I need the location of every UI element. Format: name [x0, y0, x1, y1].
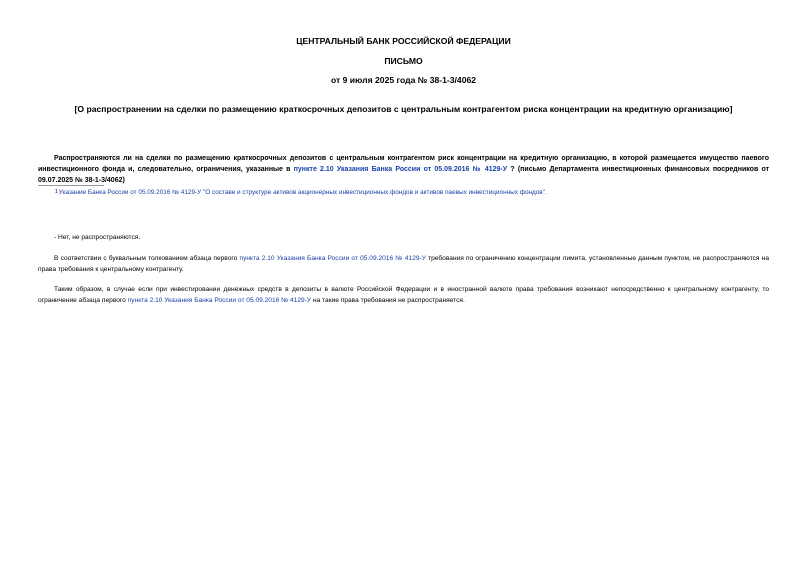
answer-paragraph-3 [38, 284, 769, 306]
answer-text-2-before: В соответствии с буквальным толкованием абзаца первого [54, 255, 240, 262]
issuer-title: ЦЕНТРАЛЬНЫЙ БАНК РОССИЙСКОЙ ФЕДЕРАЦИИ [296, 36, 511, 46]
footnote-separator [38, 185, 104, 186]
question-reference-link[interactable]: пункте 2.10 Указания Банка России от 05.09.2016 № 4129-У [293, 166, 508, 173]
footnote [55, 189, 547, 196]
answer-reference-link-1[interactable]: пункта 2.10 Указания Банка России от 05.09.2016 № 4129-У [239, 255, 426, 262]
answer-paragraph-2 [38, 253, 769, 275]
question-text-before: Распространяются ли на сделки по размещению краткосрочных депозитов с центральным контрагентом риск концентрации на кредитную организацию, в которой размещается имущество паевого инвестиционного фонда и, следовательно, ограничения, указанные в [38, 155, 769, 173]
footnote-mark: 1 [55, 189, 58, 195]
answer-text-2-after: требования по ограничению концентрации лимита, установленные данным пунктом, не распространяются на права требования к центральному контрагенту. [38, 255, 769, 273]
question-text-after: ? (письмо Департамента инвестиционных финансовых посредников от 09.07.2025 № 38-1-3/4062) [38, 166, 769, 184]
answer-text-3-after: на такие права требования не распространяется. [311, 297, 465, 304]
question-paragraph [38, 153, 769, 186]
answer-text-1: - Нет, не распространяются. [54, 234, 141, 241]
document-date-number: от 9 июля 2025 года № 38-1-3/4062 [330, 75, 477, 85]
answer-paragraph-1 [38, 232, 769, 243]
footnote-link[interactable]: Указание Банка России от 05.09.2016 № 4129-У "О составе и структуре активов акционерных инвестиционных фондов и активов паевых инвестиционных фондов". [58, 189, 547, 196]
document-subject: [О распространении на сделки по размещению краткосрочных депозитов с центральным контрагентом риска концентрации на кредитную организацию] [74, 104, 733, 114]
document-type: ПИСЬМО [384, 56, 423, 66]
answer-text-3-before: Таким образом, в случае если при инвестировании денежных средств в депозиты в валюте Российской Федерации и в иностранной валюте права требования возникают непосредственно к центральному контрагенту, то ограничение абзаца первого [38, 286, 769, 304]
answer-reference-link-2[interactable]: пункта 2.10 Указания Банка России от 05.09.2016 № 4129-У [127, 297, 312, 304]
